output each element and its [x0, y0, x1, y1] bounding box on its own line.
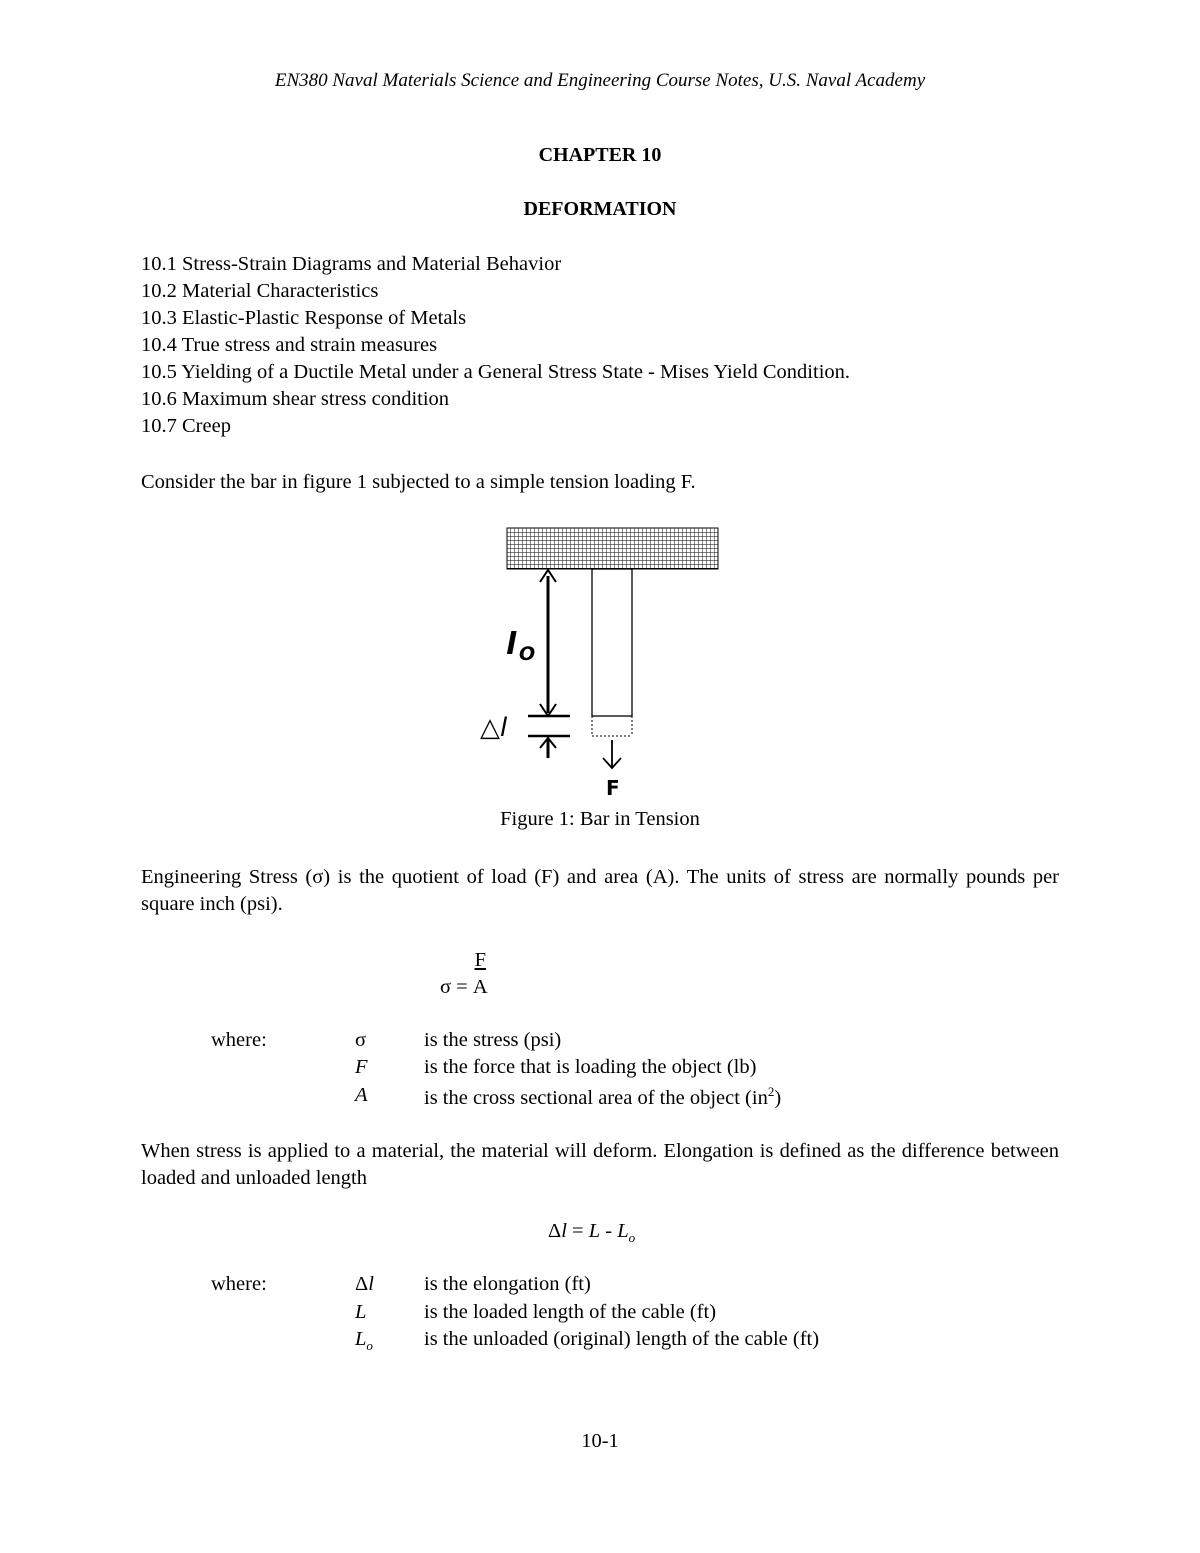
def-symbol: σ — [355, 1029, 367, 1051]
toc-item: 10.5 Yielding of a Ductile Metal under a General Stress State - Mises Yield Condition. — [141, 361, 851, 383]
def-description: is the elongation (ft) — [424, 1273, 591, 1295]
toc-item: 10.4 True stress and strain measures — [141, 334, 438, 356]
fraction-numerator: F — [474, 949, 486, 971]
page-header: EN380 Naval Materials Science and Engineering Course Notes, U.S. Naval Academy — [274, 70, 926, 91]
stress-paragraph: Engineering Stress (σ) is the quotient of load (F) and area (A). The units of stress are normally pounds per square inch (psi). — [141, 866, 1059, 915]
force-arrow — [603, 740, 621, 768]
force-label: F — [606, 776, 620, 800]
bar — [592, 569, 632, 716]
def-description: is the stress (psi) — [424, 1029, 562, 1051]
chapter-title: DEFORMATION — [523, 198, 677, 220]
toc-item: 10.2 Material Characteristics — [141, 280, 379, 302]
toc-item: 10.1 Stress-Strain Diagrams and Material Behavior — [141, 253, 562, 275]
length-arrow — [540, 570, 556, 716]
figure-caption: Figure 1: Bar in Tension — [500, 808, 700, 830]
page-number: 10-1 — [581, 1430, 619, 1452]
def-symbol: $L_o$ — [355, 1328, 373, 1354]
elongation-where-label: where: — [211, 1273, 267, 1295]
fraction-denominator: A — [472, 976, 488, 998]
length-label-subscript: O — [519, 643, 536, 665]
length-label: l — [506, 627, 517, 662]
toc-item: 10.7 Creep — [141, 415, 231, 437]
def-symbol: A — [355, 1084, 368, 1106]
intro-paragraph: Consider the bar in figure 1 subjected to a simple tension loading F. — [141, 471, 696, 493]
elongation-label: △l — [480, 713, 508, 743]
bar-extension — [592, 716, 632, 736]
def-symbol: F — [355, 1056, 368, 1078]
stress-fraction — [473, 947, 488, 1001]
table-of-contents — [141, 251, 850, 440]
def-description: is the force that is loading the object (lb) — [424, 1056, 757, 1078]
def-description: is the loaded length of the cable (ft) — [424, 1301, 717, 1323]
fixed-support — [507, 528, 718, 569]
def-symbol: Δl — [355, 1273, 374, 1295]
chapter-number: CHAPTER 10 — [538, 144, 662, 166]
def-symbol: L — [355, 1301, 367, 1323]
bar-in-tension-figure — [470, 520, 730, 805]
elongation-paragraph: When stress is applied to a material, the material will deform. Elongation is defined as the difference between loaded and unloaded length — [141, 1140, 1059, 1189]
def-description: is the cross sectional area of the object $(in^2)$ — [424, 1084, 782, 1109]
stress-equation-lhs: σ = — [440, 976, 468, 998]
elongation-equation: $\Delta l = L - L_o$ — [548, 1220, 636, 1246]
elongation-arrow — [540, 738, 556, 758]
toc-item: 10.6 Maximum shear stress condition — [141, 388, 450, 410]
stress-equation — [440, 947, 488, 1001]
def-description: is the unloaded (original) length of the cable (ft) — [424, 1328, 820, 1350]
stress-where-label: where: — [211, 1029, 267, 1051]
toc-item: 10.3 Elastic-Plastic Response of Metals — [141, 307, 467, 329]
